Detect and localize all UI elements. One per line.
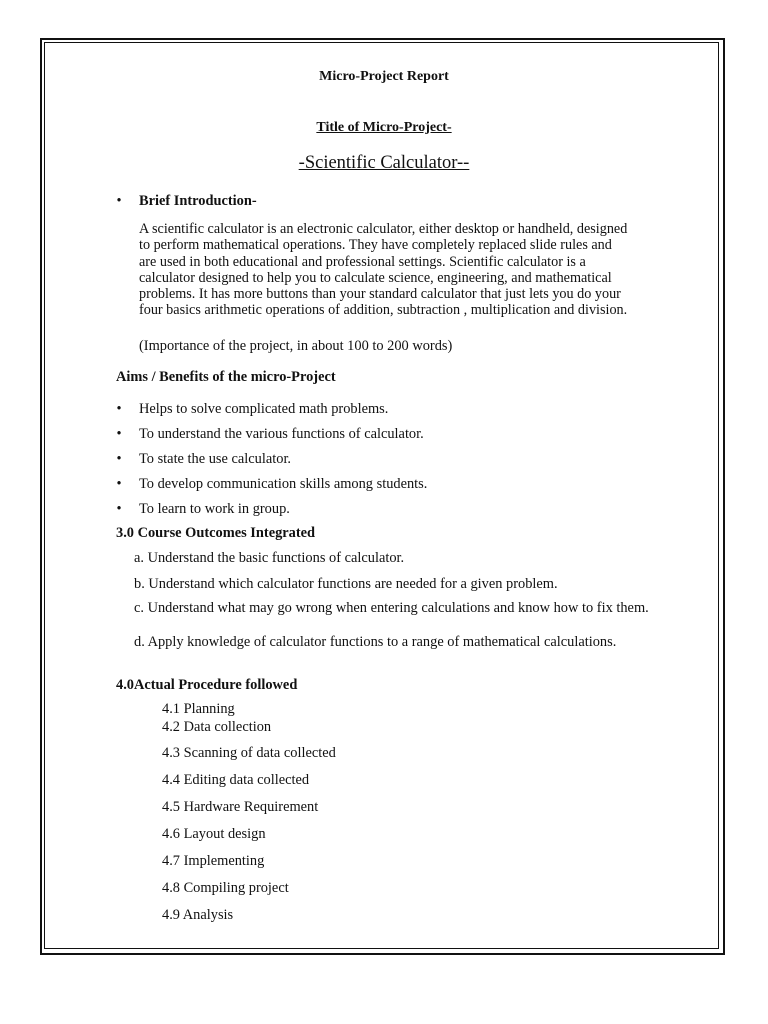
intro-line: are used in both educational and professional settings. Scientific calculator is a (139, 253, 586, 270)
intro-line: A scientific calculator is an electronic calculator, either desktop or handheld, designed (139, 221, 628, 237)
outcome-item: a. Understand the basic functions of calculator. (134, 550, 405, 566)
procedure-heading: 4.0Actual Procedure followed (116, 677, 298, 693)
outcome-item: c. Understand what may go wrong when entering calculations and know how to fix them. (134, 600, 649, 616)
micro-project-title-label: Title of Micro-Project- (316, 120, 452, 135)
outcome-item: b. Understand which calculator functions are needed for a given problem. (134, 576, 558, 592)
bullet-icon: • (116, 193, 122, 209)
aims-heading: Aims / Benefits of the micro-Project (116, 369, 336, 385)
intro-heading: Brief Introduction- (139, 193, 257, 209)
outcome-item: d. Apply knowledge of calculator functions to a range of mathematical calculations. (134, 634, 617, 650)
importance-note: (Importance of the project, in about 100 to 200 words) (139, 338, 453, 354)
procedure-item: 4.7 Implementing (162, 853, 265, 869)
procedure-item: 4.9 Analysis (162, 907, 234, 923)
report-title: Micro-Project Report (319, 69, 449, 84)
aim-item: To state the use calculator. (139, 451, 292, 467)
intro-line: calculator designed to help you to calculate science, engineering, and mathematical (139, 269, 612, 286)
aim-item: To understand the various functions of calculator. (139, 426, 424, 442)
project-name: -Scientific Calculator-- (298, 153, 470, 173)
procedure-item: 4.4 Editing data collected (162, 772, 310, 788)
procedure-item: 4.3 Scanning of data collected (162, 745, 336, 761)
intro-line: four basics arithmetic operations of addition, subtraction , multiplication and division. (139, 302, 628, 319)
bullet-icon: • (116, 426, 122, 442)
procedure-item: 4.1 Planning (162, 701, 235, 717)
bullet-icon: • (116, 451, 122, 467)
intro-line: to perform mathematical operations. They have completely replaced slide rules and (139, 237, 612, 254)
outcomes-heading: 3.0 Course Outcomes Integrated (116, 525, 316, 541)
procedure-item: 4.2 Data collection (162, 719, 272, 735)
aim-item: To develop communication skills among students. (139, 476, 428, 492)
aim-item: To learn to work in group. (139, 501, 290, 517)
procedure-item: 4.5 Hardware Requirement (162, 799, 319, 815)
bullet-icon: • (116, 501, 122, 517)
bullet-icon: • (116, 476, 122, 492)
bullet-icon: • (116, 401, 122, 417)
aim-item: Helps to solve complicated math problems. (139, 401, 389, 417)
intro-line: problems. It has more buttons than your standard calculator that just lets you do your (139, 286, 621, 303)
procedure-item: 4.6 Layout design (162, 826, 266, 842)
intro-paragraph (139, 221, 679, 319)
procedure-item: 4.8 Compiling project (162, 880, 289, 896)
